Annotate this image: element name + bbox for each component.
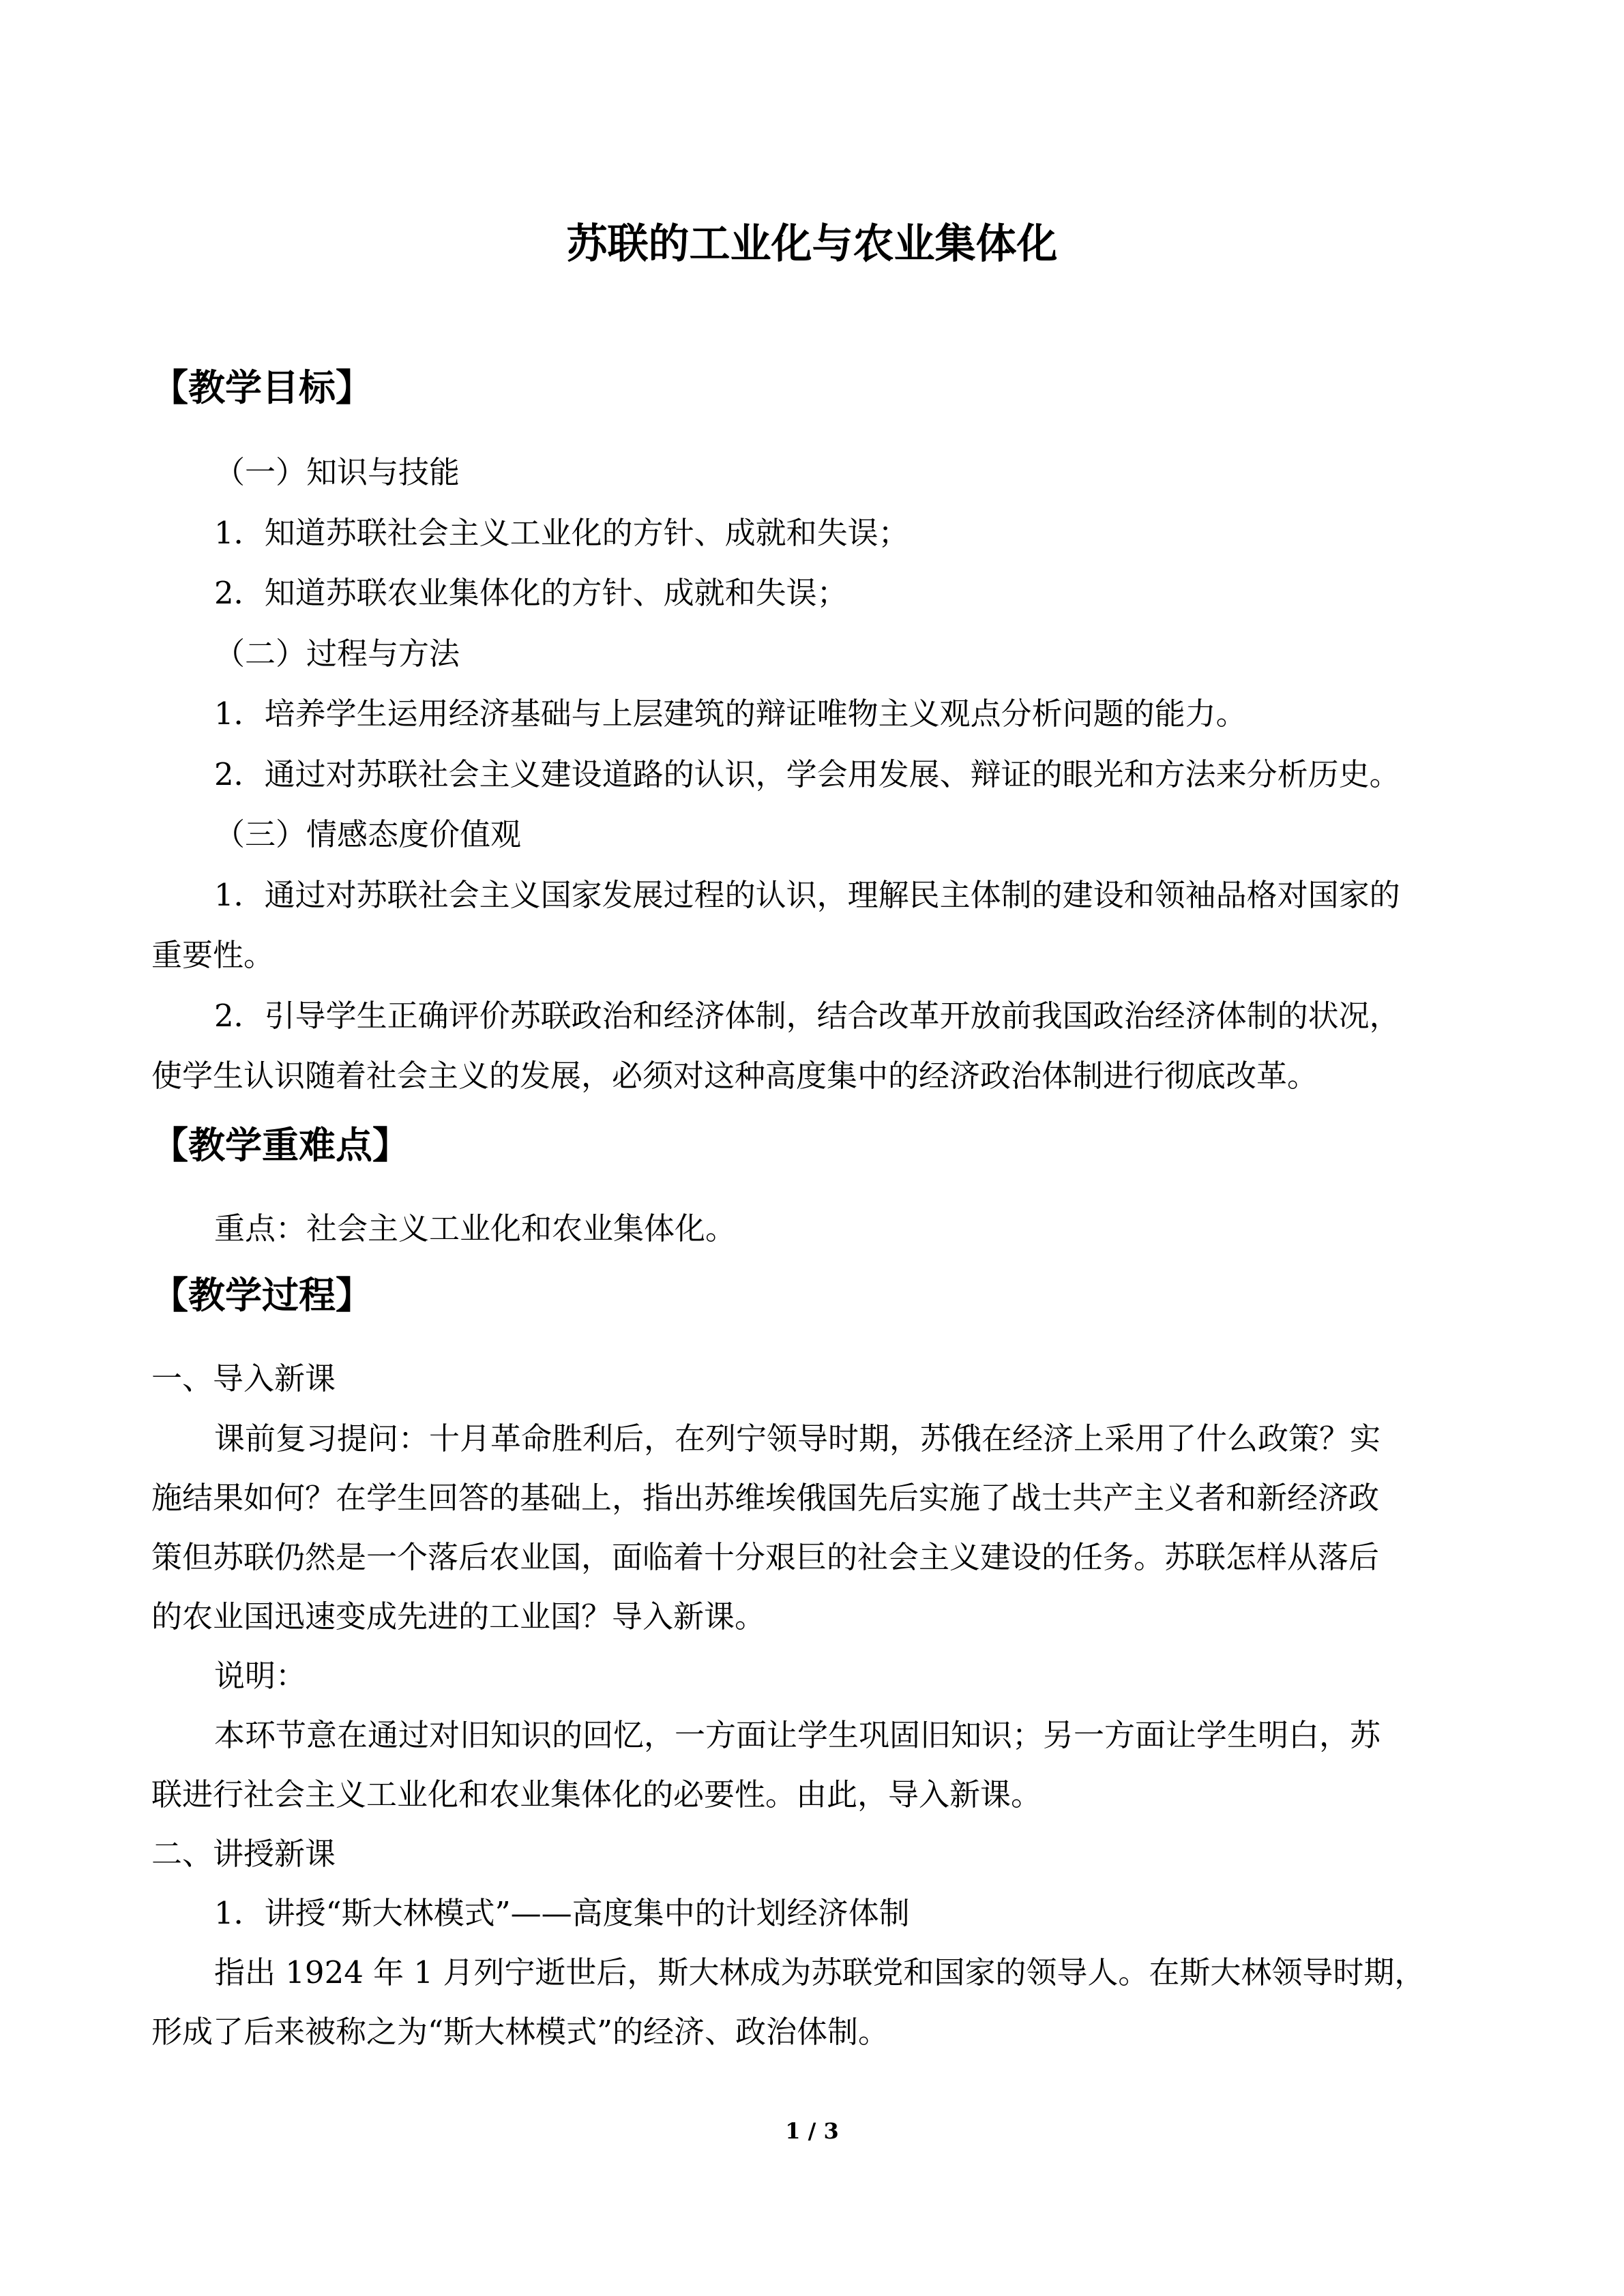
section-heading-process: 【教学过程】 — [151, 1273, 372, 1317]
key-point-text: 重点：社会主义工业化和农业集体化。 — [214, 1210, 737, 1247]
objective-item-continued: 重要性。 — [151, 937, 275, 973]
objective-item: 1．知道苏联社会主义工业化的方针、成就和失误； — [214, 515, 909, 551]
objective-item: 2．引导学生正确评价苏联政治和经济体制，结合改革开放前我国政治经济体制的状况， — [214, 998, 1400, 1034]
note-label: 说明： — [214, 1658, 307, 1694]
lesson-item: 1．讲授“斯大林模式”——高度集中的计划经济体制 — [214, 1895, 910, 1931]
paragraph-line: 形成了后来被称之为“斯大林模式”的经济、政治体制。 — [151, 2014, 889, 2050]
paragraph-line: 施结果如何？在学生回答的基础上，指出苏维埃俄国先后实施了战士共产主义者和新经济政 — [151, 1480, 1380, 1516]
paragraph-line: 本环节意在通过对旧知识的回忆，一方面让学生巩固旧知识；另一方面让学生明白，苏 — [214, 1717, 1381, 1753]
objective-item: 1．通过对苏联社会主义国家发展过程的认识，理解民主体制的建设和领袖品格对国家的 — [214, 877, 1400, 913]
document-title: 苏联的工业化与农业集体化 — [566, 220, 1058, 268]
page-number: 1 / 3 — [785, 2118, 839, 2144]
objective-item-continued: 使学生认识随着社会主义的发展，必须对这种高度集中的经济政治体制进行彻底改革。 — [151, 1058, 1318, 1094]
objective-item: 2．通过对苏联社会主义建设道路的认识，学会用发展、辩证的眼光和方法来分析历史。 — [214, 756, 1400, 792]
paragraph-line: 指出 1924 年 1 月列宁逝世后，斯大林成为苏联党和国家的领导人。在斯大林领导时期， — [214, 1954, 1426, 1991]
part-title-intro: 一、导入新课 — [151, 1360, 336, 1397]
subsection-knowledge: （一）知识与技能 — [214, 454, 460, 490]
section-heading-objectives: 【教学目标】 — [151, 366, 372, 409]
paragraph-line: 策但苏联仍然是一个落后农业国，面临着十分艰巨的社会主义建设的任务。苏联怎样从落后 — [151, 1539, 1380, 1575]
section-heading-key-points: 【教学重难点】 — [151, 1123, 409, 1167]
subsection-values: （三）情感态度价值观 — [214, 816, 522, 852]
paragraph-line: 联进行社会主义工业化和农业集体化的必要性。由此，导入新课。 — [151, 1776, 1042, 1813]
part-title-new-lesson: 二、讲授新课 — [151, 1836, 336, 1872]
objective-item: 1．培养学生运用经济基础与上层建筑的辩证唯物主义观点分析问题的能力。 — [214, 696, 1247, 732]
objective-item: 2．知道苏联农业集体化的方针、成就和失误； — [214, 575, 848, 611]
paragraph-line: 课前复习提问：十月革命胜利后，在列宁领导时期，苏俄在经济上采用了什么政策？实 — [214, 1420, 1381, 1457]
paragraph-line: 的农业国迅速变成先进的工业国？导入新课。 — [151, 1598, 766, 1635]
subsection-process: （二）过程与方法 — [214, 636, 460, 672]
